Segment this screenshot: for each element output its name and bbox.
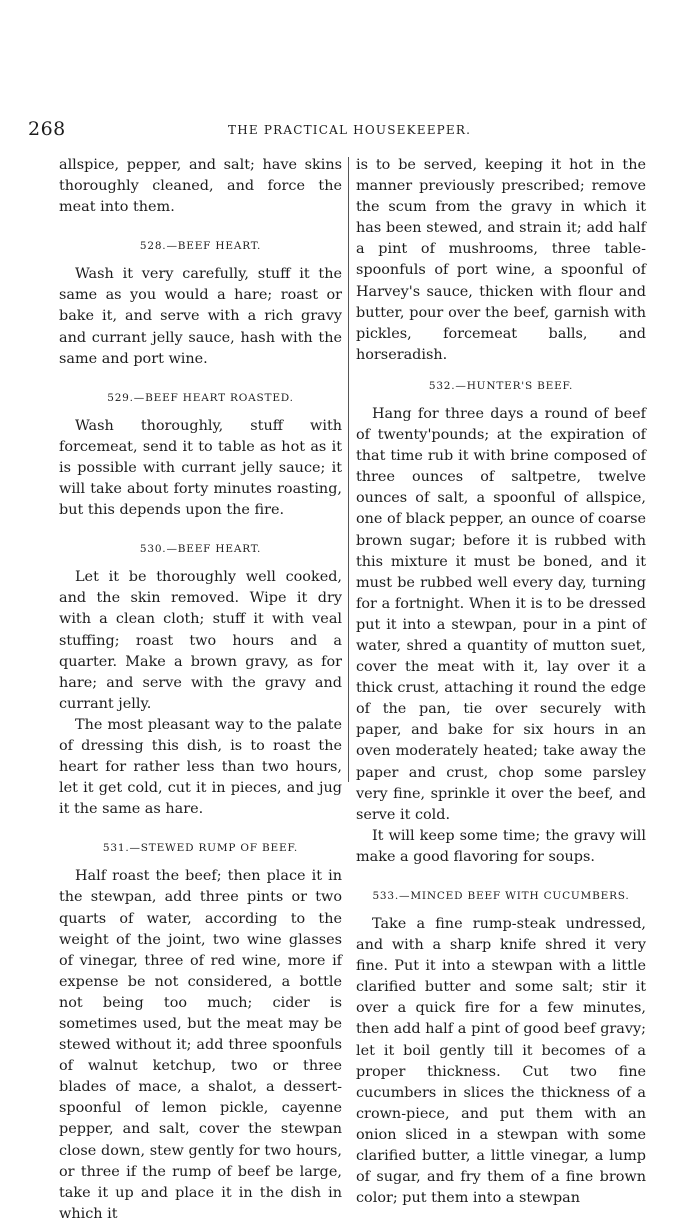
recipe-heading-529: 529.—BEEF HEART ROASTED. bbox=[107, 391, 294, 404]
left-column bbox=[59, 155, 342, 1225]
recipe-paragraph: Wash thoroughly, stuff with forcemeat, send it to table as hot as it is possible with currant jelly sauce; it will take about forty minutes roasting, but this depends upon the fire. bbox=[59, 417, 342, 519]
recipe-paragraph: Half roast the beef; then place it in the stewpan, add three pints or two quarts of water, according to the weight of the joint, two wine glasses of vinegar, three of red wine, more if expense be not considered, a bottle not being too much; cider is sometimes used, but the meat may be stewed without it; add three spoonfuls of walnut ketchup, two or three blades of mace, a shalot, a dessert-spoonful of lemon pickle, cayenne pepper, and salt, cover the stewpan close down, stew gently for two hours, or three if the rump of beef be large, take it up and place it in the dish in which it bbox=[59, 868, 342, 1222]
recipe-heading-532: 532.—HUNTER'S BEEF. bbox=[428, 379, 574, 392]
continued-paragraph: allspice, pepper, and salt; have skins thoroughly cleaned, and force the meat into them. bbox=[59, 157, 342, 216]
recipe-heading-530: 530.—BEEF HEART. bbox=[139, 543, 262, 556]
recipe-paragraph: Take a fine rump-steak undressed, and with a sharp knife shred it very fine. Put it into a stewpan with a little clarified butter and some salt; stir it over a quick fire for a few minutes, then add half a pint of good beef gravy; let it boil gently till it becomes of a proper thickness. Cut two fine cucumbers in slices the thickness of a crown-piece, and put them with an onion sliced in a stewpan with some clarified butter, a little vinegar, a lump of sugar, and fry them of a fine brown color; put them into a stewpan bbox=[356, 916, 646, 1207]
recipe-heading-528: 528.—BEEF HEART. bbox=[139, 240, 262, 253]
page-header bbox=[28, 118, 650, 144]
continued-paragraph: is to be served, keeping it hot in the manner previously prescribed; remove the scum from the gravy in which it has been stewed, and strain it; add half a pint of mushrooms, three table-spoonfuls of port wine, a spoonful of Harvey's sauce, thicken with flour and butter, pour over the beef, garnish with pickles, forcemeat balls, and horseradish. bbox=[356, 157, 646, 363]
running-title: THE PRACTICAL HOUSEKEEPER. bbox=[228, 123, 472, 137]
recipe-paragraph: Let it be thoroughly well cooked, and the skin removed. Wipe it dry with a clean cloth; stuff it with veal stuffing; roast two hours and a quarter. Make a brown gravy, as for hare; and serve with the gravy and currant jelly. bbox=[59, 569, 342, 712]
right-column bbox=[356, 155, 646, 1209]
recipe-heading-531: 531.—STEWED RUMP OF BEEF. bbox=[102, 842, 299, 855]
page-number: 268 bbox=[28, 118, 66, 140]
recipe-paragraph: Wash it very carefully, stuff it the same as you would a hare; roast or bake it, and serve with a rich gravy and currant jelly sauce, hash with the same and port wine. bbox=[59, 266, 342, 367]
recipe-paragraph: It will keep some time; the gravy will make a good flavoring for soups. bbox=[356, 827, 646, 865]
column-divider bbox=[348, 157, 349, 782]
recipe-paragraph: The most pleasant way to the palate of dressing this dish, is to roast the heart for rather less than two hours, let it get cold, cut it in pieces, and jug it the same as hare. bbox=[59, 716, 342, 818]
recipe-heading-533: 533.—MINCED BEEF WITH CUCUMBERS. bbox=[372, 890, 630, 902]
recipe-paragraph: Hang for three days a round of beef of twenty'pounds; at the expiration of that time rub it with brine composed of three ounces of saltpetre, twelve ounces of salt, a spoonful of allspice, one of black pepper, an ounce of coarse brown sugar; before it is rubbed with this mixture it must be boned, and it must be rubbed well every day, turning for a fortnight. When it is to be dressed put it into a stewpan, pour in a pint of water, shred a quantity of mutton suet, cover the meat with it, lay over it a thick crust, attaching it round the edge of the pan, tie over securely with paper, and bake for six hours in an oven moderately heated; take away the paper and crust, chop some parsley very fine, sprinkle it over the beef, and serve it cold. bbox=[356, 405, 646, 823]
